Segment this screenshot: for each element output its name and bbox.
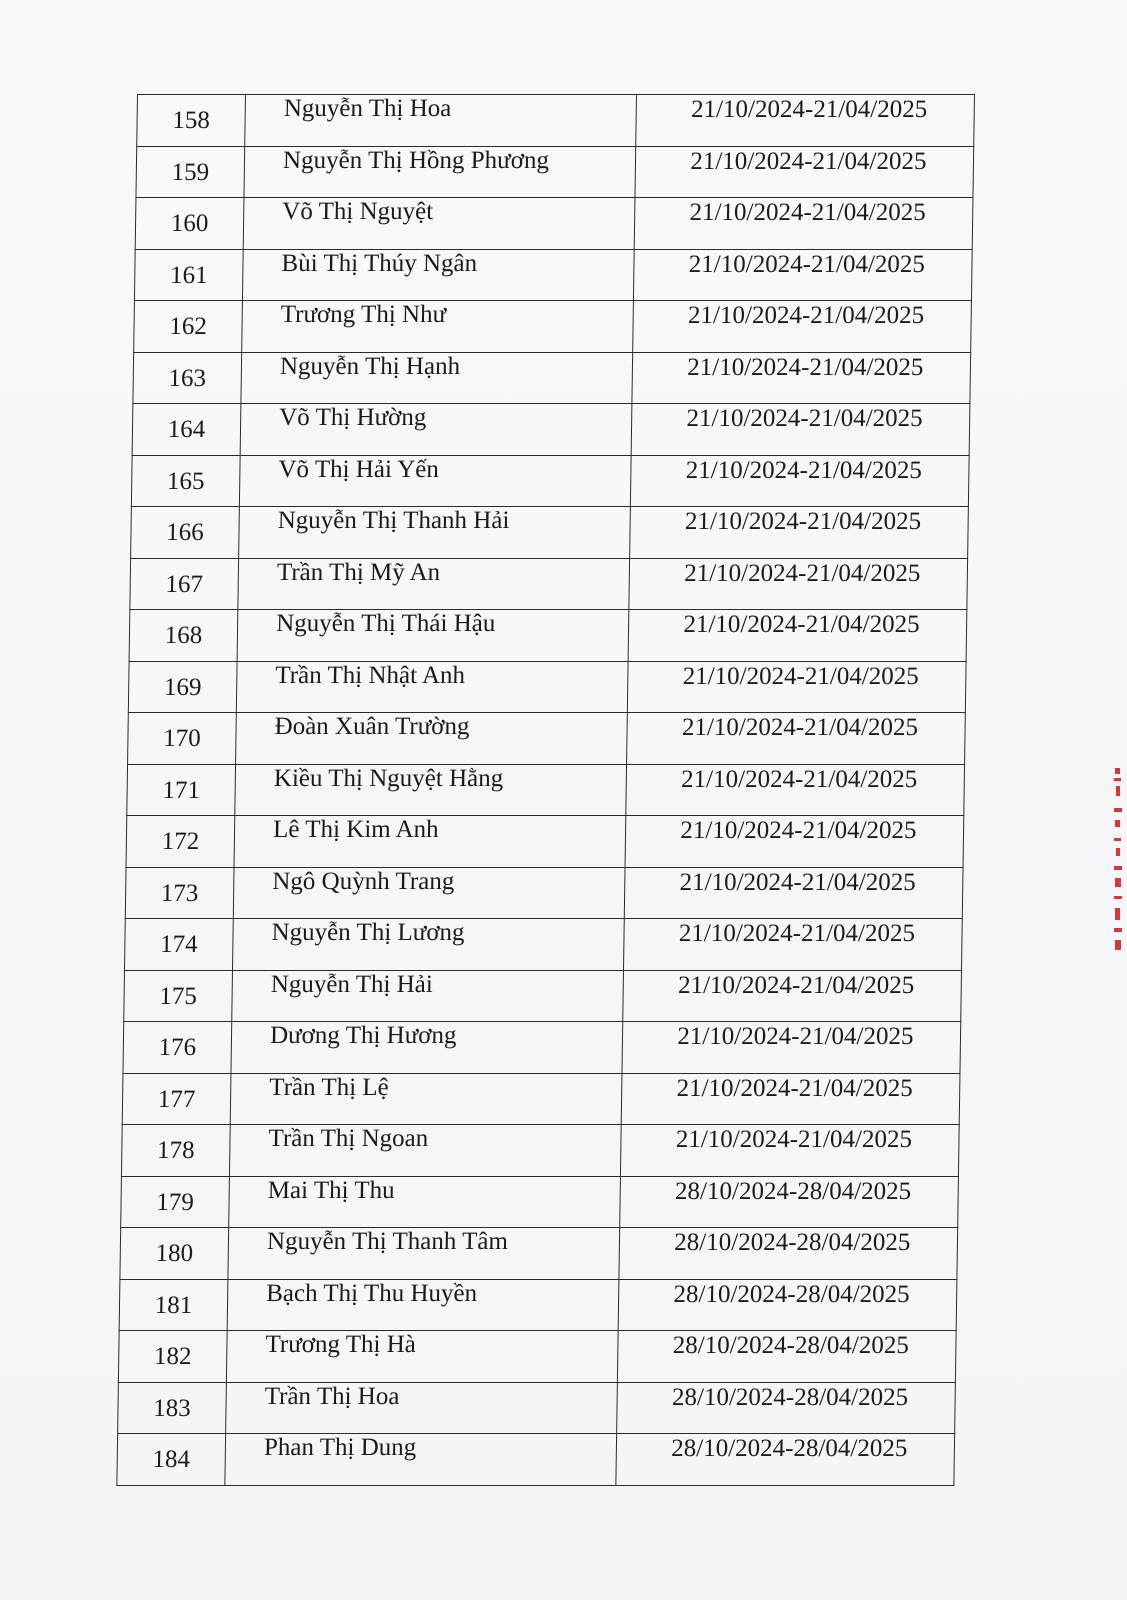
employee-name-text: Trần Thị Lệ	[269, 1073, 389, 1101]
employee-name-cell	[242, 249, 633, 301]
period-cell	[619, 1176, 958, 1228]
row-number-text: 160	[170, 210, 209, 237]
employee-name-text: Trần Thị Mỹ An	[276, 558, 441, 586]
employee-name-text: Bạch Thị Thu Huyền	[266, 1279, 478, 1307]
period-cell	[635, 146, 974, 198]
row-number-text: 158	[172, 107, 211, 134]
table-row	[125, 867, 963, 919]
employee-name-cell	[238, 558, 629, 610]
period-text: 21/10/2024-21/04/2025	[685, 456, 923, 484]
employee-name-cell	[240, 404, 631, 456]
period-cell	[616, 1434, 955, 1486]
period-text: 21/10/2024-21/04/2025	[681, 714, 919, 741]
table-row	[125, 919, 963, 971]
row-number-cell	[122, 1073, 231, 1125]
period-cell	[632, 301, 971, 353]
employee-name-text: Mai Thị Thu	[267, 1176, 395, 1204]
period-cell	[626, 764, 965, 816]
period-cell	[620, 1125, 959, 1177]
employee-name-text: Đoàn Xuân Trường	[274, 713, 470, 740]
row-number-cell	[132, 404, 241, 456]
row-number-cell	[118, 1382, 227, 1434]
row-number-cell	[137, 95, 246, 147]
employee-name-cell	[232, 970, 623, 1022]
period-text: 28/10/2024-28/04/2025	[671, 1435, 908, 1462]
employee-name-cell	[228, 1228, 619, 1280]
period-cell	[622, 1022, 961, 1074]
period-cell	[626, 713, 965, 765]
period-cell	[617, 1331, 956, 1383]
employee-name-text: Võ Thị Hường	[279, 404, 427, 431]
employee-name-text: Nguyễn Thị Thanh Tâm	[266, 1228, 509, 1255]
period-cell	[634, 198, 973, 250]
employee-name-cell	[233, 867, 624, 919]
row-number-text: 167	[165, 570, 204, 598]
row-number-cell	[127, 764, 236, 816]
period-text: 21/10/2024-21/04/2025	[675, 1126, 913, 1153]
row-number-text: 168	[164, 622, 203, 649]
table-row	[131, 507, 969, 559]
row-number-text: 184	[152, 1446, 191, 1473]
period-text: 21/10/2024-21/04/2025	[676, 1074, 913, 1102]
period-text: 21/10/2024-21/04/2025	[679, 868, 916, 896]
row-number-cell	[125, 867, 234, 919]
table-row	[126, 816, 964, 868]
row-number-cell	[123, 1022, 232, 1074]
row-number-text: 161	[169, 261, 208, 289]
row-number-text: 170	[163, 725, 201, 752]
period-text: 21/10/2024-21/04/2025	[678, 920, 916, 947]
table-row	[132, 404, 970, 456]
row-number-text: 177	[157, 1085, 196, 1113]
employee-name-text: Ngô Quỳnh Trang	[272, 867, 455, 895]
row-number-text: 174	[159, 931, 198, 958]
period-cell	[619, 1228, 958, 1280]
row-number-cell	[136, 146, 245, 198]
row-number-cell	[118, 1331, 227, 1383]
employee-name-cell	[243, 198, 634, 250]
period-cell	[623, 919, 962, 971]
table-row	[134, 301, 972, 353]
table-row	[128, 713, 966, 765]
period-cell	[621, 1073, 960, 1125]
employee-name-text: Nguyễn Thị Hoa	[283, 95, 452, 122]
period-cell	[623, 970, 962, 1022]
period-text: 28/10/2024-28/04/2025	[674, 1177, 912, 1205]
table-row	[129, 610, 967, 662]
row-number-text: 173	[160, 879, 199, 907]
row-number-text: 178	[156, 1137, 195, 1164]
table-row	[120, 1228, 958, 1280]
employee-name-text: Nguyễn Thị Hạnh	[279, 352, 461, 380]
period-cell	[616, 1382, 955, 1434]
employee-name-cell	[239, 507, 630, 559]
period-cell	[630, 455, 969, 507]
row-number-text: 165	[166, 467, 205, 495]
period-text: 21/10/2024-21/04/2025	[677, 1023, 914, 1050]
row-number-cell	[128, 661, 237, 713]
table-body	[117, 95, 975, 1486]
period-cell	[618, 1279, 957, 1331]
period-cell	[627, 661, 966, 713]
table-row	[118, 1382, 956, 1434]
row-number-cell	[134, 249, 243, 301]
period-cell	[633, 249, 972, 301]
row-number-text: 164	[167, 416, 206, 443]
employee-name-cell	[229, 1176, 620, 1228]
period-text: 21/10/2024-21/04/2025	[686, 405, 923, 432]
period-text: 21/10/2024-21/04/2025	[687, 353, 924, 381]
table-row	[122, 1073, 960, 1125]
employee-name-text: Phan Thị Dung	[263, 1434, 417, 1461]
row-number-text: 179	[156, 1188, 195, 1216]
period-cell	[628, 610, 967, 662]
row-number-cell	[129, 610, 238, 662]
employee-name-text: Nguyễn Thị Thái Hậu	[275, 610, 496, 637]
employee-name-cell	[231, 1022, 622, 1074]
employee-name-text: Võ Thị Nguyệt	[282, 198, 434, 225]
row-number-cell	[121, 1125, 230, 1177]
table-row	[119, 1279, 957, 1331]
employee-name-cell	[242, 301, 633, 353]
period-text: 28/10/2024-28/04/2025	[673, 1280, 910, 1308]
employee-name-text: Nguyễn Thị Hồng Phương	[282, 146, 550, 174]
employee-name-text: Dương Thị Hương	[269, 1022, 457, 1049]
table-row	[121, 1176, 959, 1228]
table-row	[135, 198, 973, 250]
row-number-cell	[130, 558, 239, 610]
employee-name-cell	[234, 816, 625, 868]
table-row	[121, 1125, 959, 1177]
employee-name-cell	[239, 455, 630, 507]
employee-name-cell	[233, 919, 624, 971]
employee-name-cell	[226, 1382, 617, 1434]
employee-name-text: Kiều Thị Nguyệt Hằng	[273, 764, 504, 792]
employee-name-text: Nguyễn Thị Thanh Hải	[277, 507, 510, 534]
row-number-cell	[133, 352, 242, 404]
employee-name-text: Lê Thị Kim Anh	[272, 816, 439, 843]
row-number-text: 169	[163, 673, 202, 701]
table-row	[124, 970, 962, 1022]
table-row	[131, 455, 969, 507]
period-cell	[629, 558, 968, 610]
employee-name-text: Trương Thị Như	[280, 301, 447, 328]
row-number-cell	[119, 1279, 228, 1331]
row-number-cell	[135, 198, 244, 250]
employee-name-text: Nguyễn Thị Lương	[271, 919, 465, 946]
period-text: 28/10/2024-28/04/2025	[671, 1383, 909, 1411]
row-number-cell	[125, 919, 234, 971]
row-number-text: 176	[158, 1034, 197, 1061]
table-row	[128, 661, 966, 713]
period-text: 21/10/2024-21/04/2025	[688, 250, 926, 278]
period-cell	[624, 867, 963, 919]
employee-name-text: Trương Thị Hà	[265, 1331, 417, 1358]
row-number-text: 175	[159, 982, 198, 1010]
employee-name-cell	[241, 352, 632, 404]
employee-name-text: Bùi Thị Thúy Ngân	[281, 249, 478, 277]
row-number-text: 163	[168, 364, 207, 392]
period-text: 21/10/2024-21/04/2025	[689, 199, 926, 226]
row-number-cell	[121, 1176, 230, 1228]
period-text: 21/10/2024-21/04/2025	[690, 96, 928, 123]
table-row	[127, 764, 965, 816]
employee-name-cell	[227, 1279, 618, 1331]
period-text: 21/10/2024-21/04/2025	[683, 611, 920, 638]
employee-name-text: Nguyễn Thị Hải	[270, 970, 434, 998]
period-text: 21/10/2024-21/04/2025	[684, 508, 922, 535]
row-number-text: 180	[155, 1240, 194, 1267]
table-row	[117, 1434, 955, 1486]
table-row	[118, 1331, 956, 1383]
employee-name-text: Trần Thị Nhật Anh	[275, 661, 466, 689]
period-text: 28/10/2024-28/04/2025	[672, 1332, 910, 1359]
period-text: 21/10/2024-21/04/2025	[690, 147, 927, 175]
margin-stamp-mark	[1113, 768, 1123, 958]
period-text: 28/10/2024-28/04/2025	[674, 1229, 911, 1256]
employee-name-cell	[235, 764, 626, 816]
table-row	[123, 1022, 961, 1074]
period-text: 21/10/2024-21/04/2025	[677, 971, 915, 999]
employee-name-text: Võ Thị Hải Yến	[278, 455, 440, 483]
table-row	[130, 558, 968, 610]
employee-name-cell	[237, 610, 628, 662]
row-number-cell	[128, 713, 237, 765]
row-number-cell	[126, 816, 235, 868]
employee-name-cell	[226, 1331, 617, 1383]
employee-name-cell	[230, 1073, 621, 1125]
table-row	[137, 95, 975, 147]
employee-name-text: Trần Thị Hoa	[264, 1382, 400, 1410]
row-number-cell	[117, 1434, 226, 1486]
row-number-cell	[124, 970, 233, 1022]
row-number-text: 171	[162, 776, 201, 804]
period-cell	[631, 404, 970, 456]
row-number-cell	[134, 301, 243, 353]
row-number-cell	[131, 455, 240, 507]
row-number-text: 183	[153, 1394, 191, 1422]
period-text: 21/10/2024-21/04/2025	[680, 765, 918, 793]
employee-name-cell	[225, 1434, 616, 1486]
row-number-text: 166	[166, 519, 204, 546]
period-cell	[635, 95, 974, 147]
employee-name-cell	[244, 146, 635, 198]
employee-name-cell	[236, 661, 627, 713]
row-number-text: 181	[154, 1291, 193, 1319]
period-text: 21/10/2024-21/04/2025	[687, 302, 925, 329]
table-row	[134, 249, 972, 301]
row-number-cell	[120, 1228, 229, 1280]
employee-name-cell	[236, 713, 627, 765]
employee-name-cell	[245, 95, 636, 147]
period-text: 21/10/2024-21/04/2025	[682, 662, 920, 690]
employee-name-cell	[229, 1125, 620, 1177]
period-text: 21/10/2024-21/04/2025	[680, 817, 917, 844]
employee-list-table	[116, 94, 975, 1486]
period-cell	[629, 507, 968, 559]
table-row	[136, 146, 974, 198]
row-number-text: 182	[153, 1343, 192, 1370]
row-number-text: 159	[171, 158, 210, 186]
row-number-text: 162	[169, 313, 208, 340]
employee-name-text: Trần Thị Ngoan	[268, 1125, 429, 1152]
row-number-cell	[131, 507, 240, 559]
table-row	[133, 352, 971, 404]
row-number-text: 172	[161, 828, 200, 855]
period-text: 21/10/2024-21/04/2025	[684, 559, 921, 587]
period-cell	[632, 352, 971, 404]
period-cell	[625, 816, 964, 868]
